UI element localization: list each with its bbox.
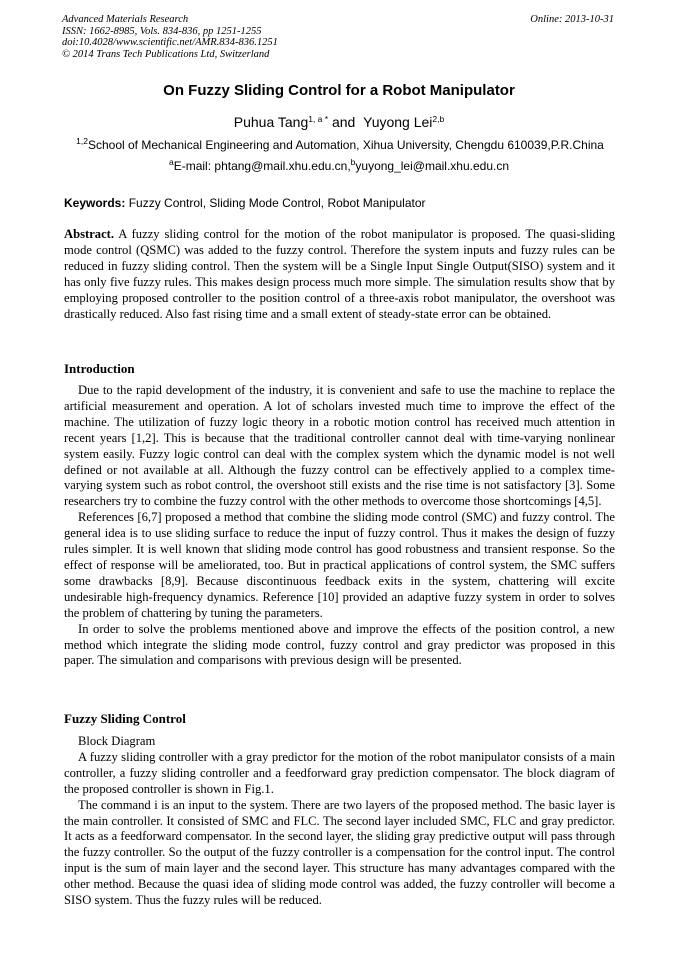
- email-line: [0, 159, 678, 173]
- author-conjunction: and: [331, 114, 356, 130]
- copyright-line: © 2014 Trans Tech Publications Ltd, Switzerland: [62, 48, 270, 60]
- email-link[interactable]: E-mail: phtang@mail.xhu.edu.cn,: [173, 159, 351, 173]
- keywords-label: Keywords:: [64, 196, 126, 210]
- email-superscript: b: [350, 157, 356, 167]
- author-line: [0, 114, 678, 130]
- introduction-body: [64, 383, 615, 669]
- keywords: [64, 196, 616, 210]
- author-name: Yuyong Lei: [363, 114, 433, 130]
- paragraph: Due to the rapid development of the industry, it is convenient and safe to use the machine to replace the artificial measurement and operation. A lot of scholars invested much time to improve the effect of the machine. The utilization of fuzzy logic theory in a robotic motion control has received much attention in recent years [1,2]. This is because that the traditional controller cannot deal with time-varying nonlinear system easily. Fuzzy logic control can deal with the complex system which the dynamic model is not well defined or not available at all. Although the fuzzy control can be effectively applied to a complex time-varying system such as robot control, the overshoot still exists and the rise time is not satisfactory [3]. Some researchers try to combine the fuzzy control with the other methods to overcome those shortcomings [4,5].: [64, 383, 615, 509]
- author-superscript: 1, a *: [308, 114, 329, 124]
- subsection-heading: Block Diagram: [78, 734, 156, 748]
- issn-line: ISSN: 1662-8985, Vols. 834-836, pp 1251-1255: [62, 25, 262, 37]
- affiliation-superscript: 1,2: [76, 136, 88, 146]
- affiliation-text: School of Mechanical Engineering and Automation, Xihua University, Chengdu 610039,P.R.China: [87, 138, 604, 152]
- author-superscript: 2,b: [432, 114, 445, 124]
- fuzzy-sliding-body: [64, 734, 615, 909]
- paper-title: On Fuzzy Sliding Control for a Robot Manipulator: [163, 82, 515, 99]
- abstract-text: A fuzzy sliding control for the motion of the robot manipulator is proposed. The quasi-sliding mode control (QSMC) was added to the fuzzy control. Therefore the system inputs and fuzzy rules can be reduced in fuzzy sliding control. Then the system will be a Single Input Single Output(SISO) system and it has only five fuzzy rules. This makes design process much more simple. The simulation results show that by employing proposed controller to the position control of a three-axis robot manipulator, the overshoot was drastically reduced. Also fast rising time and a small extent of steady-state error can be obtained.: [64, 227, 615, 321]
- online-date: Online: 2013-10-31: [530, 14, 614, 25]
- journal-header: [62, 14, 278, 60]
- keywords-text: Fuzzy Control, Sliding Mode Control, Robot Manipulator: [128, 196, 426, 210]
- email-superscript: a: [168, 157, 174, 167]
- abstract: [64, 227, 615, 322]
- paragraph: In order to solve the problems mentioned above and improve the effects of the position control, a new method which integrate the sliding mode control, fuzzy control and gray predictor was proposed in this paper. The simulation and comparisons with previous design will be presented.: [64, 621, 615, 668]
- email-link[interactable]: yuyong_lei@mail.xhu.edu.cn: [355, 159, 509, 173]
- affiliation: [64, 138, 616, 152]
- section-heading: Introduction: [64, 361, 135, 376]
- journal-name: Advanced Materials Research: [62, 14, 189, 25]
- section-heading: Fuzzy Sliding Control: [64, 711, 186, 726]
- abstract-label: Abstract.: [64, 227, 115, 241]
- paragraph: A fuzzy sliding controller with a gray predictor for the motion of the robot manipulator consists of a main controller, a fuzzy sliding controller and a feedforward gray prediction compensator. The block diagram of the proposed controller is shown in Fig.1.: [64, 749, 615, 796]
- paragraph: The command i is an input to the system. There are two layers of the proposed method. The basic layer is the main controller. It consisted of SMC and FLC. The second layer included SMC, FLC and gray predictor. It acts as a feedforward compensator. In the second layer, the sliding gray predictive output will pass through the fuzzy controller. So the output of the fuzzy controller is a compensation for the control input. The control input is the sum of main layer and the second layer. This structure has many advantages compared with the other method. Because the quasi idea of sliding mode control was added, the fuzzy controller will become a SISO system. Thus the fuzzy rules will be reduced.: [64, 797, 615, 908]
- paragraph: References [6,7] proposed a method that combine the sliding mode control (SMC) and fuzzy control. The general idea is to use sliding surface to reduce the input of fuzzy control. Thus it makes the design of fuzzy rules simpler. It is well known that sliding mode control has good robustness and transient response. So the effect of response will be ameliorated, too. But in practical applications of control system, the SMC suffers some drawbacks [8,9]. Because discontinuous feedback exits in the system, chattering will excite undesirable high-frequency dynamics. Reference [10] provided an adaptive fuzzy system in order to solves the problem of chattering by tuning the parameters.: [64, 510, 615, 620]
- doi-link[interactable]: doi:10.4028/www.scientific.net/AMR.834-836.1251: [62, 37, 278, 49]
- author-name: Puhua Tang: [233, 114, 309, 130]
